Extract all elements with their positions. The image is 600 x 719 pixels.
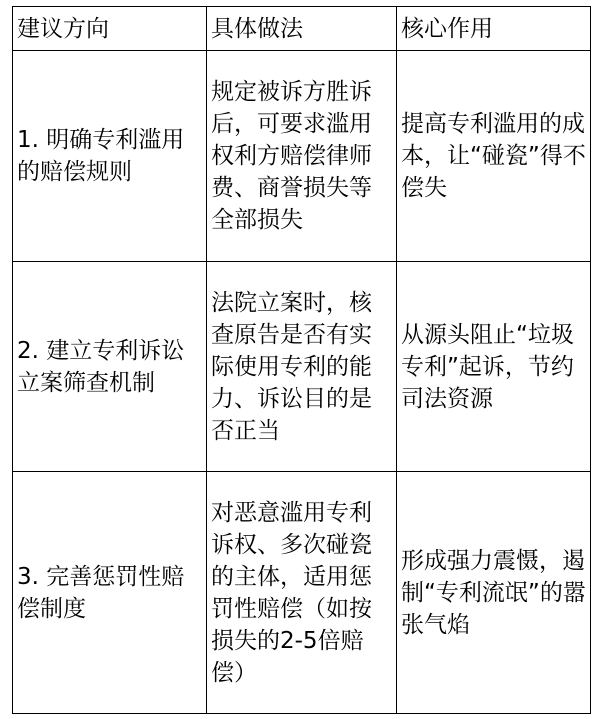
cell-practice: 规定被诉方胜诉后，可要求滥用权利方赔偿律师费、商誉损失等全部损失 [207, 51, 397, 262]
cell-direction: 1. 明确专利滥用的赔偿规则 [13, 51, 207, 262]
table-header-row [13, 7, 591, 51]
cell-effect: 从源头阻止“垃圾专利”起诉，节约司法资源 [397, 262, 591, 472]
header-direction: 建议方向 [13, 7, 207, 51]
cell-effect: 提高专利滥用的成本，让“碰瓷”得不偿失 [397, 51, 591, 262]
table-row [13, 51, 591, 262]
suggestion-table [12, 6, 591, 714]
table-row [13, 262, 591, 472]
cell-direction: 2. 建立专利诉讼立案筛查机制 [13, 262, 207, 472]
header-practice: 具体做法 [207, 7, 397, 51]
cell-effect: 形成强力震慑，遏制“专利流氓”的嚣张气焰 [397, 472, 591, 714]
cell-practice: 法院立案时，核查原告是否有实际使用专利的能力、诉讼目的是否正当 [207, 262, 397, 472]
cell-direction: 3. 完善惩罚性赔偿制度 [13, 472, 207, 714]
table-row [13, 472, 591, 714]
cell-practice: 对恶意滥用专利诉权、多次碰瓷的主体，适用惩罚性赔偿（如按损失的2-5倍赔偿） [207, 472, 397, 714]
header-effect: 核心作用 [397, 7, 591, 51]
